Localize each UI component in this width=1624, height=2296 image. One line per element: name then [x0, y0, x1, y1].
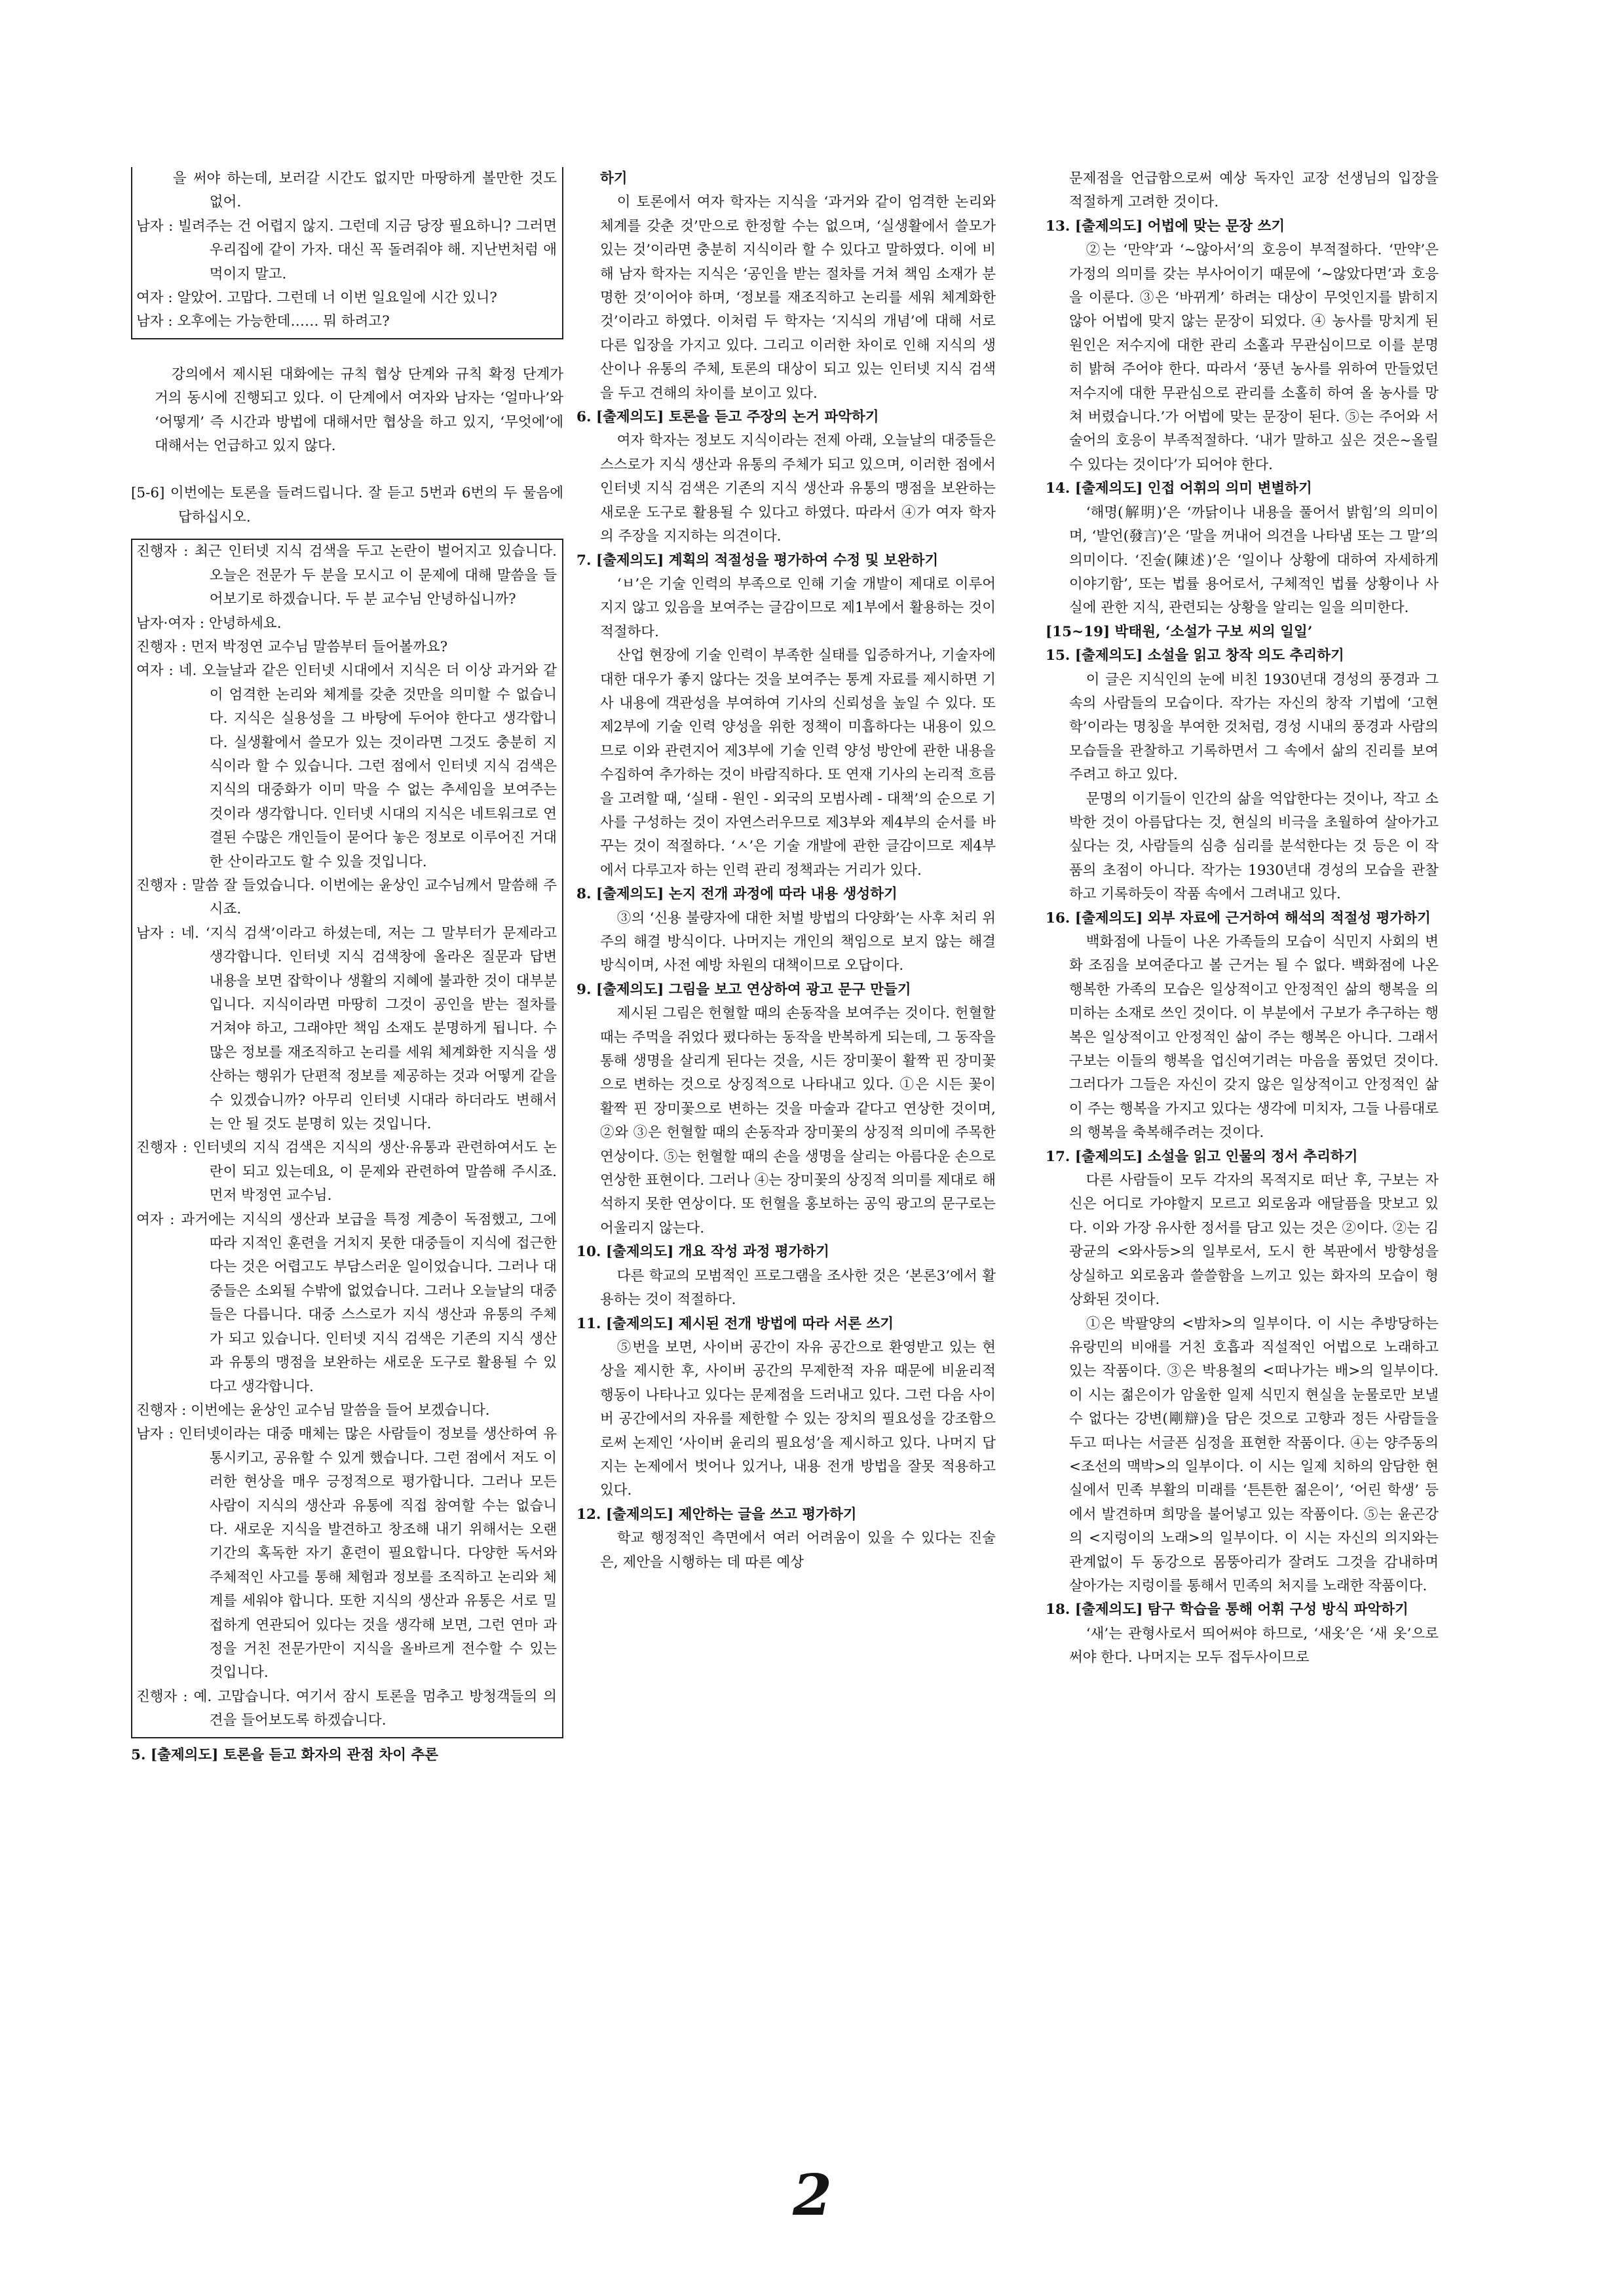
question-5-body: 이 토론에서 여자 학자는 지식을 ‘과거와 같이 엄격한 논리와 체계를 갖춘 것’만으로 한정할 수는 없으며, ‘실생활에서 쓸모가 있는 것’이라면 충분히 지식이라 할 수 있다고 말하였다. 이에 비해 남자 학자는 지식은 ‘공인을 받는 절차를 거쳐 책임 소재가 분명한 것’이어야 하며, ‘정보를 재조직하고 논리를 세워 체계화한 것’이라고 하였다. 이처럼 두 학자는 ‘지식의 개념’에 대해 서로 다른 입장을 가지고 있다. 그리고 이러한 차이로 인해 지식의 생산이나 유통의 주체, 토론의 대상이 되고 있는 인터넷 지식 검색을 두고 견해의 차이를 보이고 있다.	[600, 194, 996, 402]
dialogue-line	[136, 1399, 557, 1423]
explanation-paragraph: 강의에서 제시된 대화에는 규칙 협상 단계와 규칙 확정 단계가 거의 동시에 진행되고 있다. 이 단계에서 여자와 남자는 ‘얼마나’와 ‘어떻게’ 즉 시간과 방법에 대해서만 협상을 하고 있지, ‘무엇에’에 대해서는 언급하고 있지 않다.	[155, 366, 563, 455]
line-text: 예. 고맙습니다. 여기서 잠시 토론을 멈추고 방청객들의 의견을 들어보도록 하겠습니다.	[193, 1688, 557, 1729]
line-text: 최근 인터넷 지식 검색을 두고 논란이 벌어지고 있습니다. 오늘은 전문가 두 분을 모시고 이 문제에 대해 말씀을 들어보기로 하겠습니다. 두 분 교수님 안녕하십니까?	[195, 543, 557, 608]
question-15-heading: 15. [출제의도] 소설을 읽고 창작 의도 추리하기	[1046, 647, 1344, 664]
column-2	[576, 167, 996, 1575]
page-number: 2	[793, 2162, 832, 2229]
line-text: 과거에는 지식의 생산과 보급을 특정 계층이 독점했고, 그에 따라 지적인 훈련을 거치지 못한 대중들이 지식에 접근한다는 것은 어렵고도 부담스러운 일이었습니다. 그러나 대중들은 소외될 수밖에 없었습니다. 그러나 오늘날의 대중들은 다릅니다. 대중 스스로가 지식 생산과 유통의 주체가 되고 있습니다. 인터넷 지식 검색은 기존의 지식 생산과 유통의 맹점을 보완하는 새로운 도구로 활용될 수 있다고 생각합니다.	[181, 1211, 557, 1395]
question-7-body-1: ‘ㅂ’은 기술 인력의 부족으로 인해 기술 개발이 제대로 이루어지지 않고 있음을 보여주는 글감이므로 제1부에서 활용하는 것이 적절하다.	[600, 575, 996, 640]
dialogue-line	[136, 1423, 557, 1685]
line-text: 인터넷이라는 대중 매체는 많은 사람들이 정보를 생산하여 유통시키고, 공유할 수 있게 했습니다. 그런 점에서 저도 이러한 현상을 매우 긍정적으로 평가합니다. 그러나 모든 사람이 지식의 생산과 유통에 직접 참여할 수는 없습니다. 새로운 지식을 발견하고 창조해 내기 위해서는 오랜 기간의 혹독한 자기 훈련이 필요합니다. 다양한 독서와 주체적인 사고를 통해 체험과 정보를 조직하고 논리와 체계를 세워야 합니다. 또한 지식의 생산과 유통은 서로 밀접하게 연관되어 있다는 것을 생각해 보면, 그런 연마 과정을 거친 전문가만이 지식을 올바르게 전수할 수 있는 것입니다.	[179, 1426, 557, 1681]
question-7-body-2: 산업 현장에 기술 인력이 부족한 실태를 입증하거나, 기술자에 대한 대우가 좋지 않다는 것을 보여주는 통계 자료를 제시하면 기사 내용에 객관성을 부여하여 기사의 신뢰성을 높일 수 있다. 또 제2부에 기술 인력 양성을 위한 정책이 미흡하다는 내용이 있으므로 이와 관련지어 제3부에 기술 인력 양성 방안에 관한 내용을 수집하여 추가하는 것이 바람직하다. 또 연재 기사의 논리적 흐름을 고려할 때, ‘실태 - 원인 - 외국의 모범사례 - 대책’의 순으로 기사를 구성하는 것이 자연스러우므로 제3부와 제4부의 순서를 바꾸는 것이 적절하다. ‘ㅅ’은 기술 개발에 관한 글감이므로 제4부에서 다루고자 하는 인력 관리 정책과는 거리가 있다.	[600, 647, 996, 879]
question-12-body-cont: 문제점을 언급함으로써 예상 독자인 교장 선생님의 입장을 적절하게 고려한 것이다.	[1069, 170, 1439, 211]
question-13-heading: 13. [출제의도] 어법에 맞는 문장 쓰기	[1046, 218, 1285, 235]
speaker: 진행자 :	[136, 1139, 187, 1157]
question-18-heading: 18. [출제의도] 탐구 학습을 통해 어휘 구성 방식 파악하기	[1046, 1601, 1408, 1618]
question-8-heading: 8. [출제의도] 논지 전개 과정에 따라 내용 생성하기	[576, 886, 897, 903]
speaker: 남자·여자 :	[136, 615, 204, 632]
question-10-body: 다른 학교의 모범적인 프로그램을 조사한 것은 ‘본론3’에서 활용하는 것이 적절하다.	[600, 1267, 996, 1309]
question-11-heading: 11. [출제의도] 제시된 전개 방법에 따라 서론 쓰기	[576, 1315, 894, 1332]
dialogue-box-2	[131, 539, 563, 1738]
dialogue-line	[136, 215, 557, 286]
dialogue-line	[136, 636, 557, 659]
question-18-body: ‘새’는 관형사로서 띄어써야 하므로, ‘새옷’은 ‘새 옷’으로 써야 한다. 나머지는 모두 접두사이므로	[1069, 1625, 1439, 1666]
line-text: 안녕하세요.	[208, 615, 282, 632]
question-6-heading: 6. [출제의도] 토론을 듣고 주장의 논거 파악하기	[576, 409, 879, 426]
question-11-body: ⑤번을 보면, 사이버 공간이 자유 공간으로 환영받고 있는 현상을 제시한 후, 사이버 공간의 무제한적 자유 때문에 비윤리적 행동이 나타나고 있다는 문제점을 드러내고 있다. 그런 다음 사이버 공간에서의 자유를 제한할 수 있는 장치의 필요성을 강조함으로써 논제인 ‘사이버 윤리의 필요성’을 제시하고 있다. 나머지 답지는 논제에서 벗어나 있거나, 내용 전개 방법을 잘못 적용하고 있다.	[600, 1339, 996, 1499]
dialogue-line	[136, 1208, 557, 1399]
question-14-body: ‘해명(解明)’은 ‘까닭이나 내용을 풀어서 밝힘’의 의미이며, ‘발언(發言)’은 ‘말을 꺼내어 의견을 나타냄 또는 그 말’의 의미이다. ‘진술(陳述)’은 ‘일이나 상황에 대하여 자세하게 이야기함’, 또는 법률 용어로서, 구체적인 법률 상황이나 사실에 관한 지식, 관련되는 상황을 알리는 일을 의미한다.	[1069, 504, 1439, 617]
speaker: 여자 :	[136, 1211, 175, 1228]
speaker: 남자 :	[136, 925, 175, 942]
column-3	[1046, 167, 1439, 1670]
question-15-body-2: 문명의 이기들이 인간의 삶을 억압한다는 것이나, 작고 소박한 것이 아름답다는 것, 현실의 비극을 초월하여 살아가고 싶다는 것, 사람들의 심층 심리를 분석한다는 것 등은 이 작품의 초점이 아니다. 작가는 1930년대 경성의 모습을 관찰하고 기록하듯이 작품 속에서 그려내고 있다.	[1069, 790, 1439, 903]
line-text: 빌려주는 건 어렵지 않지. 그런데 지금 당장 필요하니? 그러면 우리집에 같이 가자. 대신 꼭 돌려줘야 해. 지난번처럼 애먹이지 말고.	[178, 218, 557, 282]
line-text: 알았어. 고맙다. 그런데 너 이번 일요일에 시간 있니?	[177, 290, 497, 307]
speaker: 진행자 :	[136, 1402, 187, 1419]
speaker: 남자 :	[136, 218, 174, 235]
dialogue-line	[136, 922, 557, 1137]
dialogue-line	[136, 310, 557, 334]
speaker: 진행자 :	[136, 1688, 188, 1705]
line-text: 먼저 박정연 교수님 말씀부터 들어볼까요?	[191, 638, 448, 655]
column-1	[131, 167, 563, 1767]
dialogue-line	[136, 612, 557, 636]
speaker: 진행자 :	[136, 638, 187, 655]
dialogue-line	[136, 167, 557, 215]
question-8-body: ③의 ‘신용 불량자에 대한 처벌 방법의 다양화’는 사후 처리 위주의 해결 방식이다. 나머지는 개인의 책임으로 보지 않는 해결 방식이며, 사전 예방 차원의 대책이므로 오답이다.	[600, 909, 996, 974]
dialogue-line	[136, 1685, 557, 1733]
line-text: 이번에는 윤상인 교수님 말씀을 들어 보겠습니다.	[191, 1402, 490, 1419]
section-intro: [5-6] 이번에는 토론을 들려드립니다. 잘 듣고 5번과 6번의 두 물음에 답하십시오.	[131, 485, 563, 526]
speaker: 여자 :	[136, 662, 174, 679]
dialogue-line	[136, 874, 557, 922]
line-text: 오후에는 가능한데…… 뭐 하려고?	[177, 313, 390, 330]
question-9-heading: 9. [출제의도] 그림을 보고 연상하여 광고 문구 만들기	[576, 981, 911, 998]
question-13-body: ②는 ‘만약’과 ‘~않아서’의 호응이 부적절하다. ‘만약’은 가정의 의미를 갖는 부사어이기 때문에 ‘~않았다면’과 호응을 이룬다. ③은 ‘바뀌게’ 하려는 대상이 무엇인지를 밝히지 않아 어법에 맞지 않는 문장이 되었다. ④ 농사를 망치게 된 원인은 저수지에 대한 관리 소홀과 무관심이므로 이를 분명히 밝혀 주어야 한다. 따라서 ‘풍년 농사를 위하여 만들었던 저수지에 대한 무관심으로 관리를 소홀히 하여 올 농사를 망쳐 버렸습니다.’가 어법에 맞는 문장이 된다. ⑤는 주어와 서술어의 호응이 부족적절하다. ‘내가 말하고 싶은 것은~올릴 수 있다는 것이다’가 되어야 한다.	[1069, 242, 1439, 473]
question-5-heading: 5. [출제의도] 토론을 듣고 화자의 관점 차이 추론	[131, 1746, 439, 1763]
question-16-heading: 16. [출제의도] 외부 자료에 근거하여 해석의 적절성 평가하기	[1046, 909, 1431, 927]
line-text: 말씀 잘 들었습니다. 이번에는 윤상인 교수님께서 말씀해 주시죠.	[191, 877, 557, 918]
question-12-heading: 12. [출제의도] 제안하는 글을 쓰고 평가하기	[576, 1506, 857, 1523]
speaker: 진행자 :	[136, 543, 189, 560]
line-text: 네. 오늘날과 같은 인터넷 시대에서 지식은 더 이상 과거와 같이 엄격한 논리와 체계를 갖춘 것만을 의미할 수 없습니다. 지식은 실용성을 그 바탕에 두어야 한다고 생각합니다. 실생활에서 쓸모가 있는 것이라면 그것도 충분히 지식이라 할 수 있습니다. 그런 점에서 인터넷 지식 검색은 지식의 대중화가 이미 막을 수 없는 추세임을 보여주는 것이라 생각합니다. 인터넷 시대의 지식은 네트워크로 연결된 수많은 개인들이 묻어다 놓은 정보로 이루어진 거대한 산이라고도 할 수 있을 것입니다.	[178, 662, 557, 870]
question-15-body-1: 이 글은 지식인의 눈에 비친 1930년대 경성의 풍경과 그 속의 사람들의 모습이다. 작가는 자신의 창작 기법에 ‘고현학’이라는 명칭을 부여한 것처럼, 경성 시내의 풍경과 사람의 모습들을 관찰하고 기록하면서 그 속에서 삶의 진리를 보여주려고 하고 있다.	[1069, 671, 1439, 784]
speaker: 남자 :	[136, 1426, 174, 1443]
question-6-body: 여자 학자는 정보도 지식이라는 전제 아래, 오늘날의 대중들은 스스로가 지식 생산과 유통의 주체가 되고 있으며, 이러한 점에서 인터넷 지식 검색은 기존의 지식 생산과 유통의 맹점을 보완하는 새로운 도구로 활용될 수 있다고 하였다. 따라서 ④가 여자 학자의 주장을 지지하는 의견이다.	[600, 432, 996, 545]
dialogue-line	[136, 540, 557, 611]
question-16-body: 백화점에 나들이 나온 가족들의 모습이 식민지 사회의 변화 조짐을 보여준다고 볼 근거는 될 수 없다. 백화점에 나온 행복한 가족의 모습은 일상적이고 안정적인 삶의 행복을 의미하는 소재로 쓰인 것이다. 이 부분에서 구보가 추구하는 행복은 일상적이고 안정적인 삶이 주는 행복은 아니다. 그래서 구보는 이들의 행복을 업신여기려는 마음을 품었던 것이다. 그러다가 그들은 자신이 갖지 않은 일상적이고 안정적인 삶이 주는 행복을 가지고 있다는 생각에 미치자, 그들 나름대로의 행복을 축복해주려는 것이다.	[1069, 934, 1439, 1141]
question-17-body-2: ①은 박팔양의 <밤차>의 일부이다. 이 시는 추방당하는 유랑민의 비애를 거친 호흡과 직설적인 어법으로 노래하고 있는 작품이다. ③은 박용철의 <떠나가는 배>의 일부이다. 이 시는 젊은이가 암울한 일제 식민지 현실을 눈물로만 보낼 수 없다는 강변(剛辯)을 담은 것으로 고향과 정든 사람들을 두고 떠나는 서글픈 심정을 표현한 작품이다. ④는 양주동의 <조선의 맥박>의 일부이다. 이 시는 일제 치하의 암담한 현실에서 민족 부활의 미래를 ‘튼튼한 젊은이’, ‘어린 학생’ 등에서 발견하며 희망을 불어넣고 있는 작품이다. ⑤는 윤곤강의 <지렁이의 노래>의 일부이다. 이 시는 자신의 의지와는 관계없이 두 동강으로 몸뚱아리가 잘려도 그것을 감내하며 살아가는 지렁이를 통해서 민족의 처지를 노래한 작품이다.	[1069, 1315, 1439, 1594]
dialogue-box-1	[131, 167, 563, 339]
dialogue-line	[136, 659, 557, 874]
question-7-heading: 7. [출제의도] 계획의 적절성을 평가하여 수정 및 보완하기	[576, 552, 939, 569]
speaker: 남자 :	[136, 313, 173, 330]
dialogue-line	[136, 1136, 557, 1208]
question-14-heading: 14. [출제의도] 인접 어휘의 의미 변별하기	[1046, 480, 1312, 497]
speaker: 여자 :	[136, 290, 173, 307]
question-5-heading-cont: 하기	[600, 170, 628, 187]
line-text: 네. ‘지식 검색’이라고 하셨는데, 저는 그 말부터가 문제라고 생각합니다. 인터넷 지식 검색창에 올라온 질문과 답변 내용을 보면 잡학이나 생활의 지혜에 불과한 것이 대부분입니다. 지식이라면 마땅히 그것이 공인을 받는 절차를 거쳐야 하고, 그래야만 책임 소재도 분명하게 됩니다. 수많은 정보를 재조직하고 논리를 세워 체계화한 지식을 생산하는 행위가 단편적 정보를 제공하는 것과 어떻게 같을 수 있겠습니까? 아무리 인터넷 시대라 하더라도 변해서는 안 될 것도 분명히 있는 것입니다.	[181, 925, 557, 1133]
dialogue-line	[136, 286, 557, 310]
speaker: 진행자 :	[136, 877, 187, 894]
section-heading-15-19: [15~19] 박태원, ‘소설가 구보 씨의 일일’	[1046, 623, 1313, 640]
question-10-heading: 10. [출제의도] 개요 작성 과정 평가하기	[576, 1244, 829, 1261]
question-9-body: 제시된 그림은 헌혈할 때의 손동작을 보여주는 것이다. 헌혈할 때는 주먹을 쥐었다 폈다하는 동작을 반복하게 되는데, 그 동작을 통해 생명을 살리게 된다는 것을, 시든 장미꽃이 활짝 핀 장미꽃으로 변하는 것으로 상징적으로 나타내고 있다. ①은 시든 꽃이 활짝 핀 장미꽃으로 변하는 것을 마술과 같다고 연상한 것이며, ②와 ③은 헌혈할 때의 손동작과 장미꽃의 상징적 의미에 주목한 연상이다. ⑤는 헌혈할 때의 손을 생명을 살리는 아름다운 손으로 연상한 표현이다. 그러나 ④는 장미꽃의 상징적 의미를 제대로 해석하지 못한 연상이다. 또 헌혈을 홍보하는 공익 광고의 문구로는 어울리지 않는다.	[600, 1005, 996, 1236]
line-text: 을 써야 하는데, 보러갈 시간도 없지만 마땅하게 볼만한 것도 없어.	[172, 170, 557, 211]
question-17-heading: 17. [출제의도] 소설을 읽고 인물의 정서 추리하기	[1046, 1148, 1358, 1165]
line-text: 인터넷의 지식 검색은 지식의 생산·유통과 관련하여서도 논란이 되고 있는데요, 이 문제와 관련하여 말씀해 주시죠. 먼저 박정연 교수님.	[193, 1139, 557, 1204]
question-17-body-1: 다른 사람들이 모두 각자의 목적지로 떠난 후, 구보는 자신은 어디로 가야할지 모르고 외로움과 애달픔을 맛보고 있다. 이와 가장 유사한 정서를 담고 있는 것은 ②이다. ②는 김광균의 <와사등>의 일부로서, 도시 한 복판에서 방향성을 상실하고 외로움과 쓸쓸함을 느끼고 있는 화자의 모습이 형상화된 것이다.	[1069, 1172, 1439, 1309]
question-12-body: 학교 행정적인 측면에서 여러 어려움이 있을 수 있다는 진술은, 제안을 시행하는 데 따른 예상	[600, 1530, 996, 1571]
